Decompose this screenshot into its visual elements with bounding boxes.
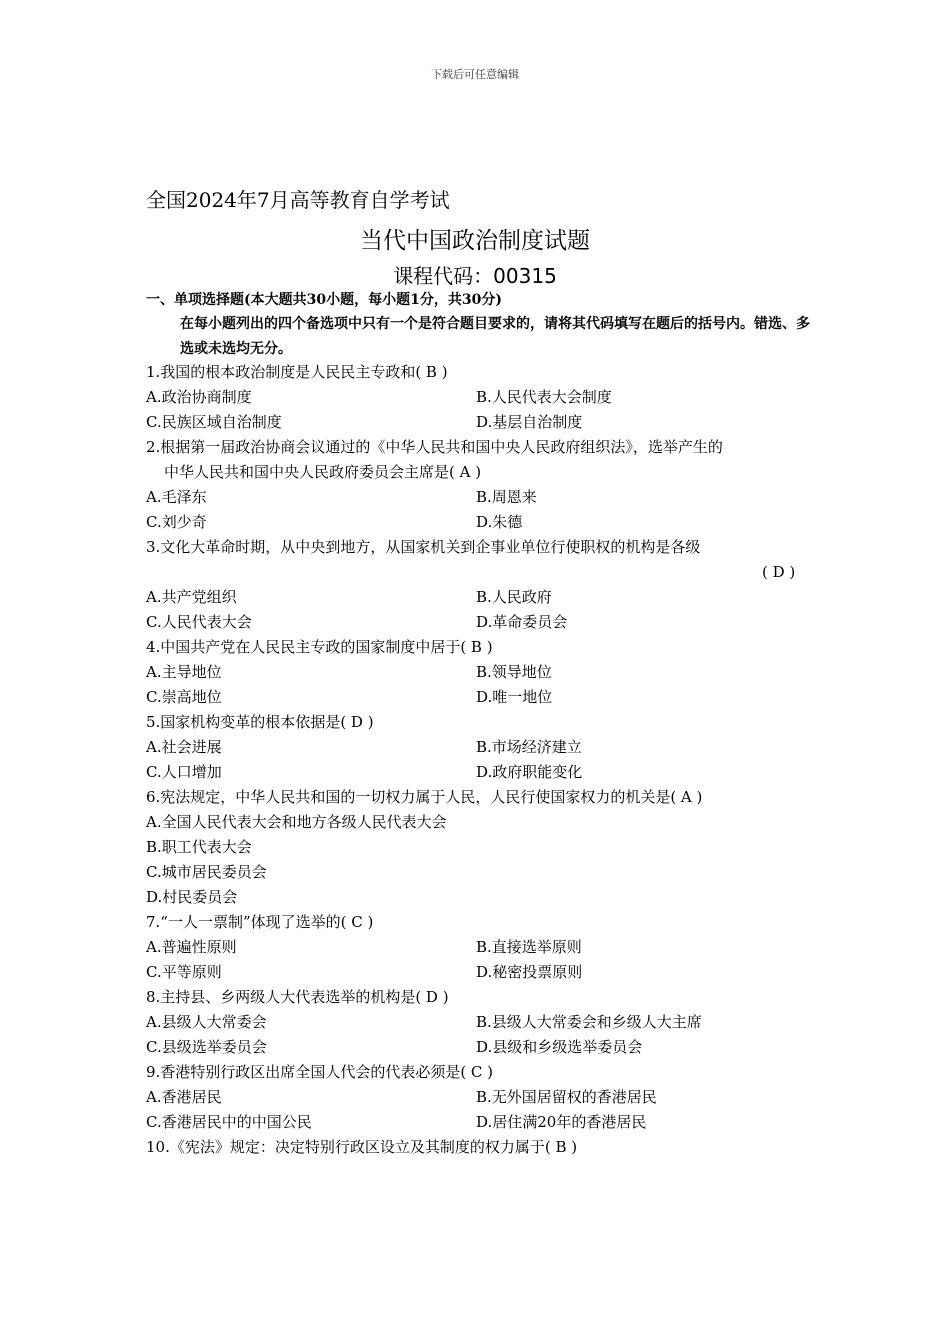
- option-c: C.人民代表大会: [146, 613, 252, 631]
- option-d: D.革命委员会: [476, 613, 568, 631]
- question-stem: 3.文化大革命时期，从中央到地方，从国家机关到企事业单位行使职权的机构是各级: [146, 538, 701, 556]
- question-stem: 1.我国的根本政治制度是人民民主专政和( B ): [146, 363, 448, 381]
- option-d: D.秘密投票原则: [476, 963, 583, 981]
- question-stem: 9.香港特别行政区出席全国人代会的代表必须是( C ): [146, 1063, 494, 1081]
- question-stem-continued: 中华人民共和国中央人民政府委员会主席是( A ): [164, 463, 482, 481]
- question-stem: 6.宪法规定，中华人民共和国的一切权力属于人民，人民行使国家权力的机关是( A ): [146, 788, 703, 806]
- option-a: A.普遍性原则: [146, 938, 237, 956]
- option-c: C.平等原则: [146, 963, 222, 981]
- option-b: B.领导地位: [476, 663, 552, 681]
- option-b: B.人民代表大会制度: [476, 388, 612, 406]
- option-a: A.共产党组织: [146, 588, 237, 606]
- section-heading: 一、单项选择题(本大题共30小题，每小题1分，共30分): [146, 292, 502, 308]
- exam-title: 全国2024年7月高等教育自学考试: [146, 188, 450, 212]
- section-instructions: 在每小题列出的四个备选项中只有一个是符合题目要求的，请将其代码填写在题后的括号内。错选、多选或未选均无分。: [180, 316, 810, 357]
- question-stem: 4.中国共产党在人民民主专政的国家制度中居于( B ): [146, 638, 493, 656]
- option-b: B.人民政府: [476, 588, 552, 606]
- option-c: C.县级选举委员会: [146, 1038, 267, 1056]
- option-c: C.城市居民委员会: [146, 863, 267, 881]
- question-stem: 7.“一人一票制”体现了选举的( C ): [146, 913, 374, 931]
- option-d: D.村民委员会: [146, 888, 238, 906]
- option-b: B.县级人大常委会和乡级人大主席: [476, 1013, 702, 1031]
- option-b: B.周恩来: [476, 488, 537, 506]
- option-d: D.基层自治制度: [476, 413, 583, 431]
- option-c: C.民族区域自治制度: [146, 413, 282, 431]
- option-a: A.政治协商制度: [146, 388, 252, 406]
- option-a: A.县级人大常委会: [146, 1013, 267, 1031]
- option-c: C.崇高地位: [146, 688, 222, 706]
- option-b: B.市场经济建立: [476, 738, 582, 756]
- header-note: 下载后可任意编辑: [431, 68, 519, 81]
- course-code: 课程代码：00315: [393, 264, 557, 288]
- question-stem: 5.国家机构变革的根本依据是( D ): [146, 713, 374, 731]
- option-a: A.社会进展: [146, 738, 222, 756]
- option-b: B.直接选举原则: [476, 938, 582, 956]
- option-c: C.刘少奇: [146, 513, 207, 531]
- answer-paren: ( D ): [762, 563, 796, 581]
- option-d: D.唯一地位: [476, 688, 553, 706]
- option-b: B.职工代表大会: [146, 838, 252, 856]
- subject-title: 当代中国政治制度试题: [360, 228, 590, 254]
- option-d: D.政府职能变化: [476, 763, 583, 781]
- question-stem: 10.《宪法》规定：决定特别行政区设立及其制度的权力属于( B ): [146, 1138, 578, 1156]
- option-a: A.毛泽东: [146, 488, 207, 506]
- option-a: A.主导地位: [146, 663, 222, 681]
- option-c: C.人口增加: [146, 763, 222, 781]
- option-b: B.无外国居留权的香港居民: [476, 1088, 657, 1106]
- option-a: A.香港居民: [146, 1088, 222, 1106]
- option-a: A.全国人民代表大会和地方各级人民代表大会: [146, 813, 447, 831]
- question-stem: 8.主持县、乡两级人大代表选举的机构是( D ): [146, 988, 449, 1006]
- option-d: D.县级和乡级选举委员会: [476, 1038, 643, 1056]
- option-c: C.香港居民中的中国公民: [146, 1113, 312, 1131]
- option-d: D.朱德: [476, 513, 523, 531]
- option-d: D.居住满20年的香港居民: [476, 1113, 647, 1131]
- question-stem: 2.根据第一届政治协商会议通过的《中华人民共和国中央人民政府组织法》，选举产生的: [146, 438, 723, 456]
